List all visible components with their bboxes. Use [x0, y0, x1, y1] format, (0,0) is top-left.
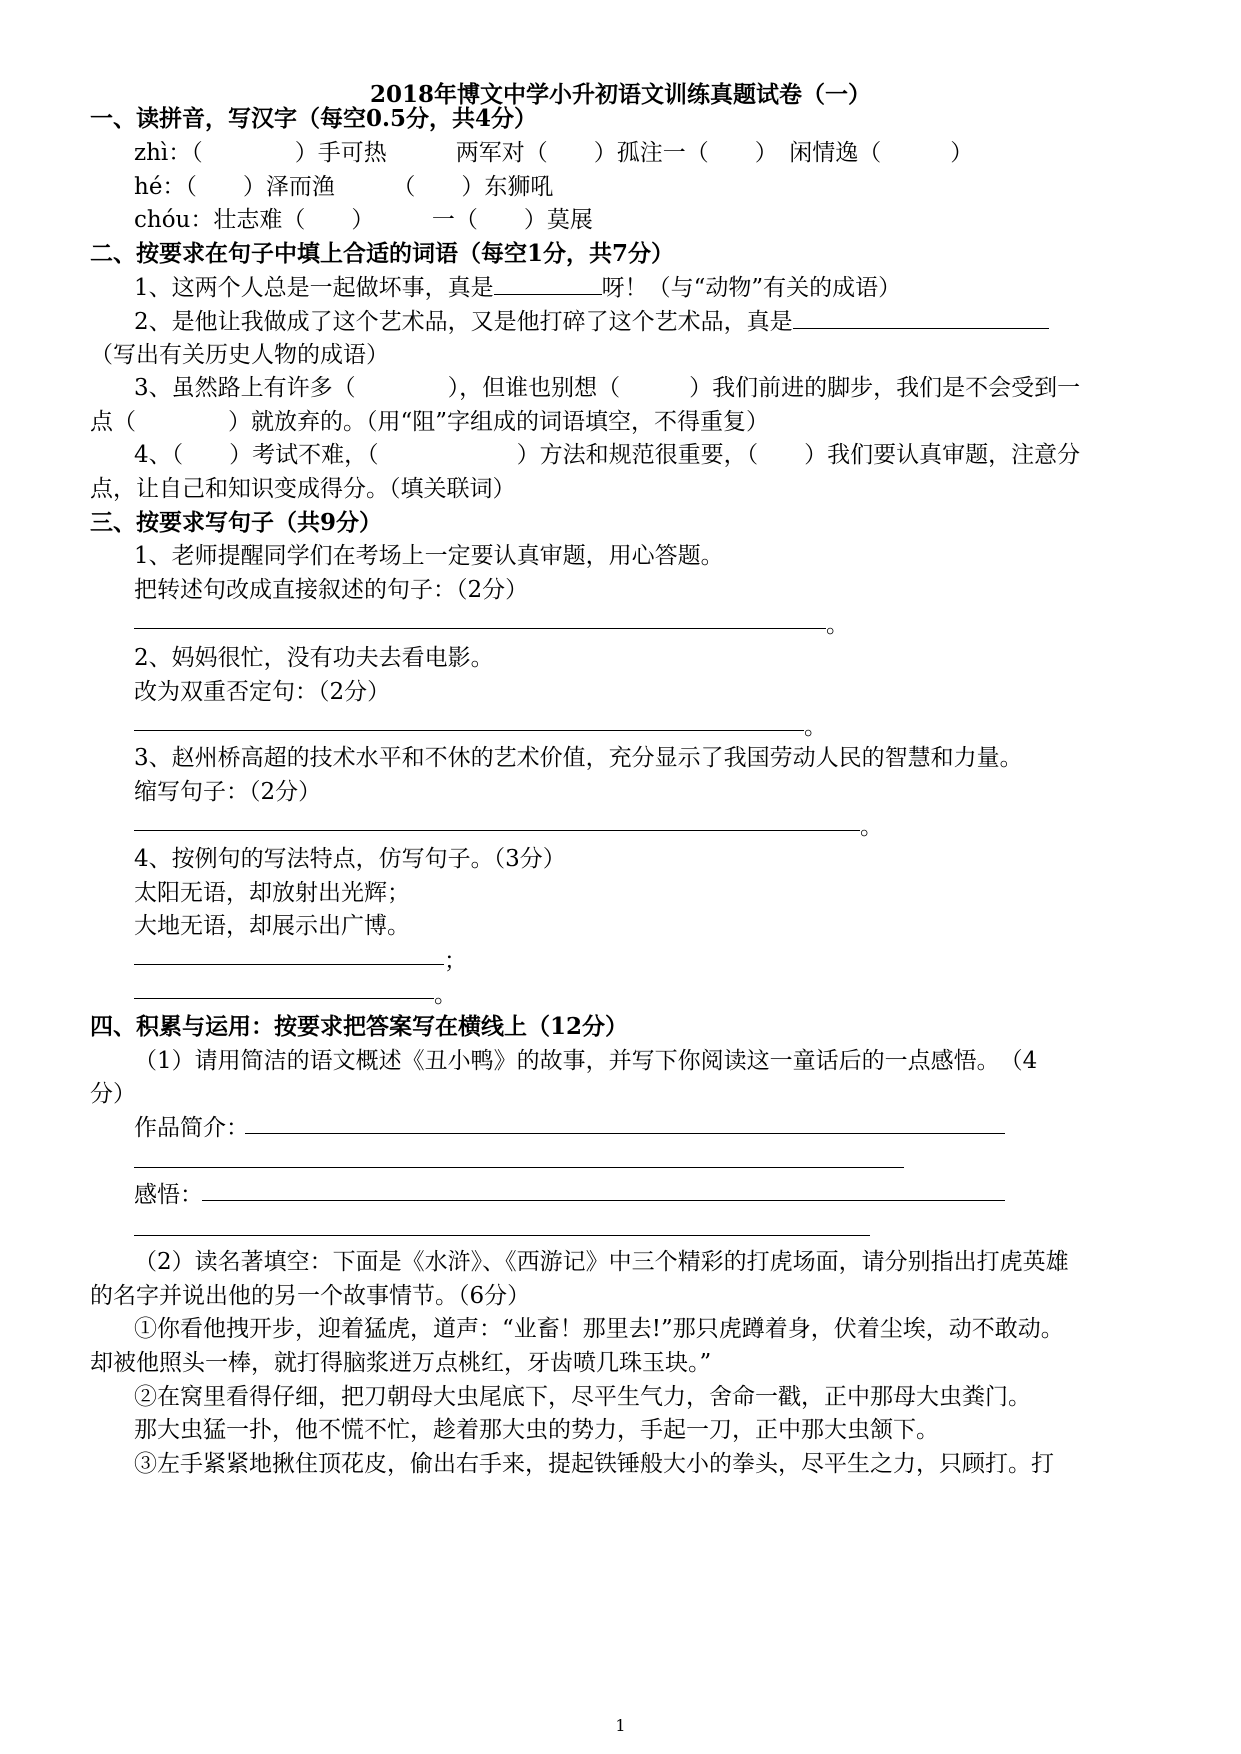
question-3-3-instruction: 缩写句子：（2分） — [134, 779, 322, 805]
feeling-label: 感悟： — [134, 1182, 203, 1208]
intro-answer-line[interactable] — [774, 1167, 904, 1168]
question-4-1-line-1: （1）请用简洁的语文概述《丑小鸭》的故事，并写下你阅读这一童话后的一点感悟。 （4 — [134, 1048, 1038, 1074]
page-number: 1 — [615, 1716, 626, 1735]
answer-period: 。 — [860, 814, 883, 840]
question-2-4-line-2: 点，让自己和知识变成得分。（填关联词） — [90, 476, 516, 502]
answer-period: 。 — [826, 612, 849, 638]
pinyin-he-line: hé：（ ）泽而渔 （ ）东狮吼 — [134, 174, 554, 200]
question-2-3-line-2: 点（ ）就放弃的。（用“阻”字组成的词语填空，不得重复） — [90, 409, 770, 435]
passage-2-line-1: ②在窝里看得仔细，把刀朝母大虫尾底下，尽平生气力，舍命一戳，正中那母大虫粪门。 — [134, 1384, 1031, 1410]
feeling-answer-line[interactable] — [134, 1235, 816, 1236]
question-4-1-line-2: 分） — [90, 1081, 136, 1107]
exam-title: 2018年博文中学小升初语文训练真题试卷（一） — [369, 81, 871, 108]
question-2-4-line-1: 4、（ ）考试不难，（ ）方法和规范很重要，（ ）我们要认真审题，注意分 — [134, 442, 1081, 468]
answer-semicolon: ； — [444, 948, 467, 974]
pinyin-zhi-line: zhì：（ ）手可热 两军对（ ）孤注一（ ） 闲情逸（ ） — [134, 140, 974, 166]
section-2-heading: 二、按要求在句子中填上合适的词语（每空1分，共7分） — [90, 240, 675, 267]
intro-label: 作品简介： — [134, 1115, 249, 1141]
question-3-2: 2、妈妈很忙，没有功夫去看电影。 — [134, 645, 494, 671]
feeling-answer-line[interactable] — [816, 1235, 870, 1236]
example-sentence-2: 大地无语，却展示出广博。 — [134, 913, 410, 939]
question-2-1-text: 1、这两个人总是一起做坏事，真是 — [134, 275, 494, 301]
answer-line[interactable] — [134, 628, 826, 629]
example-sentence-1: 太阳无语，却放射出光辉； — [134, 880, 410, 906]
question-3-1: 1、老师提醒同学们在考场上一定要认真审题，用心答题。 — [134, 543, 724, 569]
passage-1-line-1: ①你看他拽开步，迎着猛虎，道声：“业畜！那里去!”那只虎蹲着身，伏着尘埃，动不敢动。 — [134, 1316, 1064, 1342]
section-1-heading: 一、读拼音，写汉字（每空0.5分，共4分） — [90, 105, 538, 132]
question-2-1-hint: 呀！（与“动物”有关的成语） — [601, 275, 902, 301]
intro-answer-line[interactable] — [245, 1133, 1005, 1134]
answer-blank[interactable] — [494, 272, 602, 295]
question-3-3: 3、赵州桥高超的技术水平和不休的艺术价值，充分显示了我国劳动人民的智慧和力量。 — [134, 745, 1023, 771]
answer-line[interactable] — [134, 730, 804, 731]
question-4-2-line-1: （2）读名著填空：下面是《水浒》、《西游记》中三个精彩的打虎场面，请分别指出打虎英雄 — [134, 1249, 1069, 1275]
question-3-2-instruction: 改为双重否定句：（2分） — [134, 679, 391, 705]
question-3-4: 4、按例句的写法特点，仿写句子。（3分） — [134, 846, 566, 872]
pinyin-chou-line: chóu：壮志难（ ） 一（ ）莫展 — [134, 207, 593, 233]
answer-line[interactable] — [134, 830, 860, 831]
question-2-2-hint: （写出有关历史人物的成语） — [90, 342, 389, 368]
question-2-3-line-1: 3、虽然路上有许多（ ），但谁也别想（ ）我们前进的脚步，我们是不会受到一 — [134, 375, 1081, 401]
question-2-2-text: 2、是他让我做成了这个艺术品，又是他打碎了这个艺术品，真是 — [134, 309, 793, 335]
section-4-heading: 四、积累与运用：按要求把答案写在横线上（12分） — [90, 1013, 629, 1040]
question-2-1 — [134, 272, 901, 303]
feeling-answer-line[interactable] — [202, 1200, 1005, 1201]
intro-answer-line[interactable] — [134, 1167, 774, 1168]
answer-period: 。 — [804, 714, 827, 740]
answer-blank[interactable] — [793, 306, 1049, 329]
question-2-2 — [134, 306, 1049, 337]
question-4-2-line-2: 的名字并说出他的另一个故事情节。（6分） — [90, 1283, 531, 1309]
answer-line[interactable] — [134, 998, 434, 999]
question-3-1-instruction: 把转述句改成直接叙述的句子：（2分） — [134, 577, 529, 603]
answer-period: 。 — [434, 982, 457, 1008]
passage-3-line-1: ③左手紧紧地揪住顶花皮，偷出右手来，提起铁锤般大小的拳头，尽平生之力，只顾打。打 — [134, 1451, 1054, 1477]
passage-2-line-2: 那大虫猛一扑，他不慌不忙，趁着那大虫的势力，手起一刀，正中那大虫颔下。 — [134, 1417, 939, 1443]
answer-line[interactable] — [134, 964, 444, 965]
passage-1-line-2: 却被他照头一棒，就打得脑浆迸万点桃红，牙齿喷几珠玉块。” — [90, 1350, 712, 1376]
section-3-heading: 三、按要求写句子（共9分） — [90, 509, 383, 536]
